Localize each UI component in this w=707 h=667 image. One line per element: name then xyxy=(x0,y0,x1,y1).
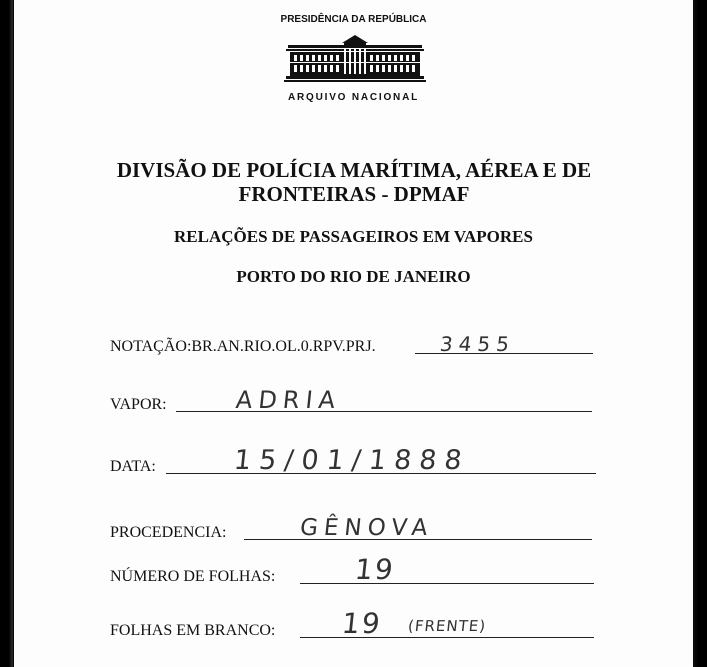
procedencia-label: PROCEDENCIA: xyxy=(110,524,227,541)
presidency-heading: PRESIDÊNCIA DA REPÚBLICA xyxy=(280,14,427,25)
scan-border-left xyxy=(0,0,14,667)
folhas-branco-note: (FRENTE) xyxy=(407,617,488,635)
data-value: 15/01/1888 xyxy=(232,445,472,476)
data-field xyxy=(110,446,610,476)
archive-building-logo xyxy=(284,33,426,83)
archive-heading: ARQUIVO NACIONAL xyxy=(287,92,420,103)
data-label: DATA: xyxy=(110,458,156,475)
document-page xyxy=(14,0,693,667)
folhas-branco-value: 19 xyxy=(340,607,384,640)
notacao-label: NOTAÇÃO:BR.AN.RIO.OL.0.RPV.PRJ. xyxy=(110,338,376,355)
document-title xyxy=(74,158,634,206)
vapor-value: ADRIA xyxy=(234,386,343,414)
document-subtitle: RELAÇÕES DE PASSAGEIROS EM VAPORES xyxy=(174,227,533,246)
scan-border-right xyxy=(693,0,707,667)
numero-folhas-value: 19 xyxy=(353,553,397,586)
numero-folhas-field xyxy=(110,553,610,586)
numero-folhas-line xyxy=(300,583,594,584)
procedencia-value: GÊNOVA xyxy=(298,515,435,541)
notacao-field xyxy=(110,326,610,356)
folhas-branco-label: FOLHAS EM BRANCO: xyxy=(110,622,276,639)
port-subtitle: PORTO DO RIO DE JANEIRO xyxy=(236,267,471,286)
vapor-label: VAPOR: xyxy=(110,396,167,413)
folhas-branco-field xyxy=(110,607,610,640)
title-line-1: DIVISÃO DE POLÍCIA MARÍTIMA, AÉREA E DE xyxy=(116,158,592,182)
numero-folhas-label: NÚMERO DE FOLHAS: xyxy=(110,568,276,585)
notacao-value: 3455 xyxy=(438,332,517,356)
procedencia-field xyxy=(110,512,610,542)
title-line-2: FRONTEIRAS - DPMAF xyxy=(238,182,470,206)
vapor-field xyxy=(110,384,610,414)
